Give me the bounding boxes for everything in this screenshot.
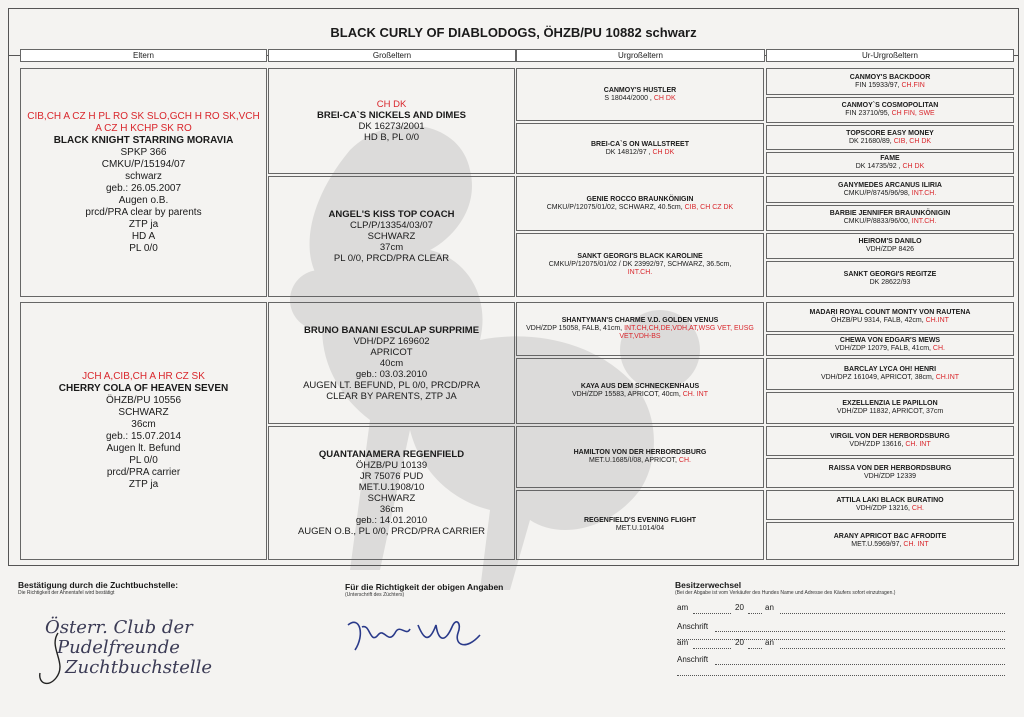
- gg-grandparent-name: EXZELLENZIA LE PAPILLON: [842, 400, 938, 407]
- gg-grandparent-cell: [766, 358, 1014, 390]
- sire-line: Augen o.B.: [118, 194, 169, 206]
- gg-grandparent-info: DK 21680/89, CIB, CH DK: [848, 137, 932, 145]
- gg-grandparent-cell: [766, 458, 1014, 488]
- gg-grandparent-cell: [766, 233, 1014, 259]
- gg-grandparent-name: ATTILA LAKI BLACK BURATINO: [836, 497, 944, 504]
- header-ur-urgrosseltern: Ur-Urgroßeltern: [766, 49, 1014, 62]
- dam-name: CHERRY COLA OF HEAVEN SEVEN: [58, 383, 229, 394]
- grandparent-line: ÖHZB/PU 10139: [355, 460, 428, 471]
- gg-grandparent-info: FIN 23710/95, CH FIN, SWE: [845, 110, 935, 117]
- owner-am-label: am: [677, 603, 689, 612]
- sire-line: prcd/PRA clear by parents: [85, 206, 202, 218]
- dam-cell: [20, 302, 267, 560]
- gg-grandparent-info: ÖHZB/PU 9314, FALB, 42cm, CH.INT: [831, 317, 949, 324]
- gg-grandparent-cell: [766, 125, 1014, 150]
- owner-address-label: Anschrift: [677, 622, 709, 631]
- gg-grandparent-info: VDH/ZDP 13216, CH.: [856, 505, 924, 512]
- great-grandparent-info: DK 14812/97 , CH DK: [605, 148, 675, 156]
- stamp-line: Pudelfreunde: [57, 637, 180, 658]
- gg-grandparent-name: FAME: [880, 155, 900, 162]
- breeder-signature-icon: [340, 605, 490, 665]
- grandparent-line: AUGEN O.B., PL 0/0, PRCD/PRA CARRIER: [297, 526, 486, 537]
- gg-grandparent-cell: [766, 261, 1014, 297]
- gg-grandparent-cell: [766, 68, 1014, 95]
- great-grandparent-cell: [516, 490, 764, 560]
- grandparent-line: 36cm: [379, 504, 404, 515]
- owner-buyer-field[interactable]: [780, 613, 1005, 614]
- great-grandparent-cell: [516, 426, 764, 488]
- gg-grandparent-name: CANMOY'S BACKDOOR: [849, 73, 931, 81]
- confirm-title: Bestätigung durch die Zuchtbuchstelle:: [18, 580, 179, 590]
- dam-line: SCHWARZ: [118, 407, 169, 418]
- great-grandparent-info: VDH/ZDP 15583, APRICOT, 40cm, CH. INT: [571, 391, 709, 398]
- grandparent-name: BREI-CA`S NICKELS AND DIMES: [316, 110, 466, 121]
- owner-year-label: 20: [735, 603, 744, 612]
- grandparent-line: SCHWARZ: [367, 231, 416, 242]
- stamp-line: Zuchtbuchstelle: [65, 657, 213, 678]
- sire-line: schwarz: [125, 170, 162, 182]
- great-grandparent-info: VDH/ZDP 15058, FALB, 41cm, INT.CH,CH,DE,VDH,AT,WSG VET, EUSG VET,VDH-BS: [526, 325, 754, 340]
- grandparent-line: AUGEN LT. BEFUND, PL 0/0, PRCD/PRA: [303, 379, 480, 391]
- grandparent-cell: [268, 302, 515, 424]
- gg-grandparent-info: VDH/ZDP 8426: [865, 246, 915, 253]
- great-grandparent-name: CANMOY'S HUSTLER: [603, 86, 677, 94]
- pedigree-title: BLACK CURLY OF DIABLODOGS, ÖHZB/PU 10882 schwarz: [9, 9, 1018, 56]
- gg-grandparent-info: VDH/ZDP 13616, CH. INT: [849, 441, 931, 448]
- great-grandparent-cell: [516, 68, 764, 121]
- sire-line: ZTP ja: [128, 218, 159, 230]
- grandparent-line: CLP/P/13354/03/07: [350, 220, 433, 231]
- correct-subtitle: (Unterschrift des Züchters): [345, 592, 405, 598]
- gg-grandparent-name: BARBIE JENNIFER BRAUNKÖNIGIN: [829, 210, 951, 217]
- gg-grandparent-name: VIRGIL VON DER HERBORDSBURG: [830, 433, 950, 440]
- gg-grandparent-name: ARANY APRICOT B&C AFRODITE: [833, 533, 947, 540]
- grandparent-name: BRUNO BANANI ESCULAP SURPRIME: [303, 324, 480, 336]
- gg-grandparent-cell: [766, 176, 1014, 203]
- great-grandparent-name: REGENFIELD'S EVENING FLIGHT: [583, 517, 697, 524]
- stamp-line: Österr. Club der: [45, 617, 193, 638]
- owner-year-field-2[interactable]: [748, 648, 762, 649]
- gg-grandparent-name: HEIROM'S DANILO: [858, 238, 922, 245]
- gg-grandparent-name: GANYMEDES ARCANUS ILIRIA: [838, 181, 942, 189]
- owner-address-field-2[interactable]: [715, 631, 1005, 632]
- sire-line: CMKU/P/15194/07: [101, 158, 186, 170]
- sire-line: PL 0/0: [129, 242, 158, 254]
- owner-date-field-2[interactable]: [693, 648, 731, 649]
- gg-grandparent-cell: [766, 152, 1014, 174]
- great-grandparent-cell: [516, 302, 764, 356]
- gg-grandparent-info: VDH/ZDP 11832, APRICOT, 37cm: [836, 408, 944, 415]
- dam-titles: JCH A,CIB,CH A HR CZ SK: [82, 371, 205, 382]
- gg-grandparent-info: MET.U.5969/97, CH. INT: [851, 541, 929, 548]
- dam-line: ZTP ja: [128, 479, 159, 490]
- grandparent-cell: [268, 426, 515, 560]
- gg-grandparent-name: BARCLAY LYCA OH! HENRI: [843, 366, 937, 373]
- owner-address-label-2: Anschrift: [677, 655, 709, 664]
- gg-grandparent-cell: [766, 97, 1014, 123]
- owner-address-field-3[interactable]: [715, 664, 1005, 665]
- grandparent-name: QUANTANAMERA REGENFIELD: [318, 449, 465, 460]
- grandparent-titles: CH DK: [376, 99, 407, 110]
- grandparent-line: CLEAR BY PARENTS, ZTP JA: [326, 390, 457, 402]
- owner-address-field-4[interactable]: [677, 675, 1005, 676]
- owner-subtitle: (Bei der Abgabe ist vom Verkäufer des Hundes Name und Adresse des Käufers sofort einzutragen.): [675, 590, 896, 596]
- owner-am-label-2: am: [677, 638, 689, 647]
- owner-year-field[interactable]: [748, 613, 762, 614]
- confirm-subtitle: Die Richtigkeit der Ahnentafel wird bestätigt: [18, 590, 115, 596]
- gg-grandparent-cell: [766, 334, 1014, 356]
- great-grandparent-name: HAMILTON VON DER HERBORDSBURG: [573, 449, 707, 456]
- grandparent-line: PL 0/0, PRCD/PRA CLEAR: [333, 253, 450, 264]
- owner-year-label-2: 20: [735, 638, 744, 647]
- great-grandparent-info: CMKU/P/12075/01/02 / DK 23992/97, SCHWARZ, 36.5cm, INT.CH.: [548, 261, 732, 276]
- header-urgrosseltern: Urgroßeltern: [516, 49, 765, 62]
- great-grandparent-name: SHANTYMAN'S CHARME V.D. GOLDEN VENUS: [561, 317, 719, 324]
- grandparent-line: VDH/DPZ 169602: [353, 335, 430, 347]
- gg-grandparent-info: DK 28622/93: [869, 279, 911, 286]
- great-grandparent-info: CMKU/P/12075/01/02, SCHWARZ, 40.5cm, CIB, CH CZ DK: [546, 203, 734, 211]
- correct-title: Für die Richtigkeit der obigen Angaben: [345, 582, 504, 592]
- owner-an-label-2: an: [765, 638, 774, 647]
- sire-line: SPKP 366: [120, 146, 167, 158]
- sire-line: geb.: 26.05.2007: [105, 182, 182, 194]
- gg-grandparent-name: CANMOY`S COSMOPOLITAN: [841, 102, 939, 109]
- gg-grandparent-info: CMKU/P/8745/96/98, INT.CH.: [843, 189, 937, 197]
- dam-line: prcd/PRA carrier: [106, 467, 181, 478]
- gg-grandparent-name: RAISSA VON DER HERBORDSBURG: [828, 465, 952, 472]
- great-grandparent-info: MET.U.1685/I/08, APRICOT, CH.: [589, 457, 691, 464]
- dam-line: 36cm: [131, 419, 156, 430]
- grandparent-name: ANGEL'S KISS TOP COACH: [328, 209, 455, 220]
- gg-grandparent-name: SANKT GEORGI'S REGITZE: [843, 271, 937, 278]
- owner-buyer-field-2[interactable]: [780, 648, 1005, 649]
- gg-grandparent-info: VDH/DPZ 161049, APRICOT, 38cm, CH.INT: [820, 374, 960, 381]
- gg-grandparent-info: VDH/ZDP 12339: [863, 473, 916, 480]
- dam-line: ÖHZB/PU 10556: [105, 395, 182, 406]
- owner-title: Besitzerwechsel: [675, 580, 742, 590]
- dam-line: PL 0/0: [129, 455, 158, 466]
- header-grosseltern: Großeltern: [268, 49, 516, 62]
- sire-titles: CIB,CH A CZ H PL RO SK SLO,GCH H RO SK,VCH A CZ H KCHP SK RO: [27, 110, 260, 134]
- gg-grandparent-cell: [766, 302, 1014, 332]
- correct-section: [345, 582, 605, 598]
- header-eltern: Eltern: [20, 49, 267, 62]
- gg-grandparent-cell: [766, 392, 1014, 424]
- gg-grandparent-info: CMKU/P/8833/96/00, INT.CH.: [843, 218, 937, 225]
- great-grandparent-cell: [516, 176, 764, 231]
- great-grandparent-name: GENIE ROCCO BRAUNKÖNIGIN: [586, 195, 694, 203]
- great-grandparent-cell: [516, 358, 764, 424]
- grandparent-line: SCHWARZ: [367, 493, 416, 504]
- owner-an-label: an: [765, 603, 774, 612]
- great-grandparent-name: SANKT GEORGI'S BLACK KAROLINE: [577, 253, 703, 260]
- grandparent-cell: [268, 68, 515, 174]
- grandparent-line: DK 16273/2001: [358, 121, 425, 132]
- confirm-section: [18, 580, 318, 596]
- dam-line: geb.: 15.07.2014: [105, 431, 182, 442]
- grandparent-line: HD B, PL 0/0: [363, 132, 420, 143]
- great-grandparent-info: S 18044/2000 , CH DK: [604, 94, 676, 102]
- great-grandparent-cell: [516, 233, 764, 297]
- owner-date-field[interactable]: [693, 613, 731, 614]
- grandparent-line: 37cm: [379, 242, 404, 253]
- gg-grandparent-info: VDH/ZDP 12079, FALB, 41cm, CH.: [835, 345, 945, 352]
- gg-grandparent-cell: [766, 205, 1014, 231]
- grandparent-cell: [268, 176, 515, 297]
- gg-grandparent-cell: [766, 426, 1014, 456]
- dam-line: Augen lt. Befund: [106, 443, 181, 454]
- owner-address-field[interactable]: [677, 639, 1005, 640]
- gg-grandparent-cell: [766, 490, 1014, 520]
- sire-name: BLACK KNIGHT STARRING MORAVIA: [53, 134, 234, 146]
- great-grandparent-name: BREI-CA`S ON WALLSTREET: [591, 140, 689, 148]
- great-grandparent-cell: [516, 123, 764, 174]
- grandparent-line: 40cm: [379, 357, 404, 369]
- gg-grandparent-cell: [766, 522, 1014, 560]
- owner-section: [675, 580, 1015, 596]
- gg-grandparent-info: FIN 15933/97, CH.FIN: [855, 81, 925, 89]
- grandparent-line: APRICOT: [370, 346, 413, 358]
- gg-grandparent-name: MADARI ROYAL COUNT MONTY VON RAUTENA: [809, 309, 971, 316]
- great-grandparent-name: KAYA AUS DEM SCHNECKENHAUS: [580, 383, 700, 390]
- gg-grandparent-name: CHEWA VON EDGAR'S MEWS: [839, 337, 941, 344]
- sire-cell: [20, 68, 267, 297]
- sire-line: HD A: [131, 230, 156, 242]
- grandparent-line: JR 75076 PUD: [359, 471, 424, 482]
- grandparent-line: geb.: 03.03.2010: [355, 368, 428, 380]
- great-grandparent-info: MET.U.1014/04: [615, 525, 665, 532]
- grandparent-line: geb.: 14.01.2010: [355, 515, 428, 526]
- stamp-signature-icon: [28, 628, 88, 698]
- gg-grandparent-info: DK 14735/92 , CH DK: [855, 163, 925, 170]
- gg-grandparent-name: TOPSCORE EASY MONEY: [846, 129, 934, 137]
- grandparent-line: MET.U.1908/10: [358, 482, 425, 493]
